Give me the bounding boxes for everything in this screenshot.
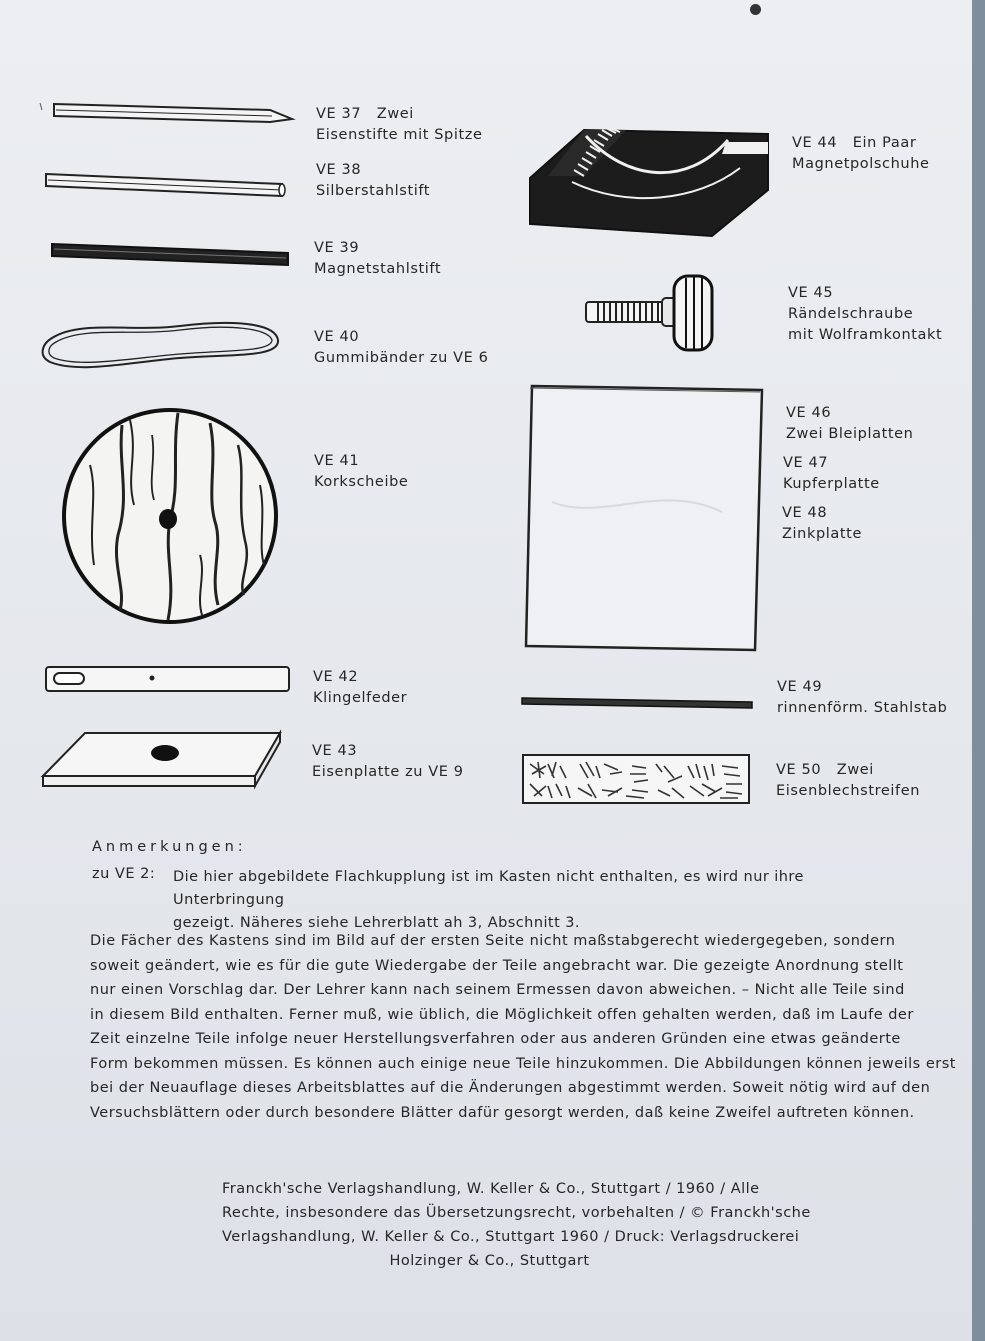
colophon-line: Rechte, insbesondere das Übersetzungsrecht, vorbehalten / © Franckh'sche <box>222 1205 811 1221</box>
iron-sheet-strips-illustration <box>522 752 752 806</box>
punch-hole-mark <box>750 4 761 15</box>
item-title: Zwei <box>376 106 414 122</box>
colophon-line: Holzinger & Co., Stuttgart <box>389 1253 590 1269</box>
item-desc: Silberstahlstift <box>316 183 431 199</box>
item-desc: Klingelfeder <box>313 690 408 706</box>
paragraph-line: soweit geändert, wie es für die gute Wiedergabe der Teile angebracht war. Die gezeigte Anordnung stellt <box>90 957 904 974</box>
label-ve41 <box>314 451 408 493</box>
paragraph-line: nur einen Vorschlag dar. Der Lehrer kann nach seinem Ermessen davon abweichen. – Nicht alle Teile sind <box>90 982 905 998</box>
magnet-steel-pin-illustration <box>48 240 294 268</box>
item-code: VE 43 <box>312 743 358 759</box>
item-desc: Eisenstifte mit Spitze <box>316 127 483 143</box>
note-text <box>173 866 893 935</box>
item-code: VE 38 <box>316 162 362 178</box>
label-ve42 <box>313 667 407 709</box>
item-code: VE 49 <box>777 679 823 695</box>
paragraph-line: in diesem Bild enthalten. Ferner muß, wie üblich, die Möglichkeit offen gehalten werden, daß im Laufe der <box>90 1006 914 1023</box>
item-desc: Korkscheibe <box>314 474 409 490</box>
colophon <box>222 1177 811 1273</box>
colophon-line: Verlagshandlung, W. Keller & Co., Stuttgart 1960 / Druck: Verlagsdruckerei <box>222 1229 800 1245</box>
label-ve38 <box>316 160 430 202</box>
item-desc: Rändelschraube <box>788 306 914 322</box>
paragraph-line: Die Fächer des Kastens sind im Bild auf der ersten Seite nicht maßstabgerecht wiedergegeben, sondern <box>90 933 896 949</box>
paragraph-line: Zeit einzelne Teile infolge neuer Herstellungsverfahren oder aus anderen Gründen eine etwas geänderte <box>90 1031 901 1047</box>
item-desc: Eisenblechstreifen <box>776 783 921 799</box>
steel-rod-illustration <box>520 695 756 711</box>
label-ve49 <box>777 677 947 719</box>
metal-plates-illustration <box>522 382 768 654</box>
label-ve37 <box>316 104 483 146</box>
item-desc: Zwei Bleiplatten <box>786 426 914 442</box>
item-code: VE 41 <box>314 453 360 469</box>
rubber-bands-illustration <box>40 318 285 373</box>
label-ve46 <box>786 403 913 445</box>
item-code: VE 40 <box>314 329 360 345</box>
item-desc: Magnetpolschuhe <box>792 156 930 172</box>
label-ve44 <box>792 133 930 175</box>
item-code: VE 42 <box>313 669 359 685</box>
item-code: VE 47 <box>783 455 829 471</box>
bell-spring-illustration <box>44 665 292 693</box>
paragraph-line: bei der Neuauflage dieses Arbeitsblattes auf die Änderungen abgestimmt werden. Soweit nötig wird auf den <box>90 1080 931 1096</box>
label-ve50 <box>776 760 920 802</box>
note-key: zu VE 2: <box>92 866 156 882</box>
label-ve40 <box>314 327 488 369</box>
item-code: VE 44 <box>792 135 838 151</box>
silver-steel-pin-illustration <box>42 170 292 198</box>
item-desc: Zinkplatte <box>782 526 862 542</box>
label-ve47 <box>783 453 880 495</box>
label-ve39 <box>314 238 441 280</box>
colophon-line: Franckh'sche Verlagshandlung, W. Keller & Co., Stuttgart / 1960 / Alle <box>222 1181 760 1197</box>
item-code: VE 50 <box>776 762 822 778</box>
paragraph-line: Versuchsblättern oder durch besondere Blätter dafür gesorgt werden, daß keine Zweifel auftreten können. <box>90 1104 915 1121</box>
magnet-pole-shoes-illustration <box>526 120 771 238</box>
label-ve48 <box>782 503 862 545</box>
note-line: Die hier abgebildete Flachkupplung ist im Kasten nicht enthalten, es wird nur ihre Unterbringung <box>173 869 804 908</box>
item-code: VE 39 <box>314 240 360 256</box>
item-desc: Eisenplatte zu VE 9 <box>312 764 464 780</box>
iron-plate-illustration <box>40 730 285 790</box>
iron-pins-illustration <box>40 98 300 128</box>
item-title: Zwei <box>836 762 874 778</box>
item-code: VE 45 <box>788 285 834 301</box>
item-title: Ein Paar <box>852 135 917 151</box>
page-edge-background <box>972 0 985 1341</box>
notes-heading: Anmerkungen: <box>92 839 247 855</box>
note-line: gezeigt. Näheres siehe Lehrerblatt ah 3, Abschnitt 3. <box>173 915 580 931</box>
item-desc: Magnetstahlstift <box>314 261 442 277</box>
label-ve45 <box>788 283 942 346</box>
item-desc: rinnenförm. Stahlstab <box>777 700 948 716</box>
item-code: VE 46 <box>786 405 832 421</box>
label-ve43 <box>312 741 464 783</box>
item-desc-2: mit Wolframkontakt <box>788 327 943 343</box>
item-code: VE 37 <box>316 106 362 122</box>
item-desc: Gummibänder zu VE 6 <box>314 350 489 366</box>
paragraph-line: Form bekommen müssen. Es können auch einige neue Teile hinzukommen. Die Abbildungen können jeweils erst <box>90 1055 956 1072</box>
cork-disc-illustration <box>60 405 282 627</box>
knurled-screw-illustration <box>584 272 719 354</box>
body-paragraph <box>90 929 956 1125</box>
item-desc: Kupferplatte <box>783 476 880 492</box>
item-code: VE 48 <box>782 505 828 521</box>
